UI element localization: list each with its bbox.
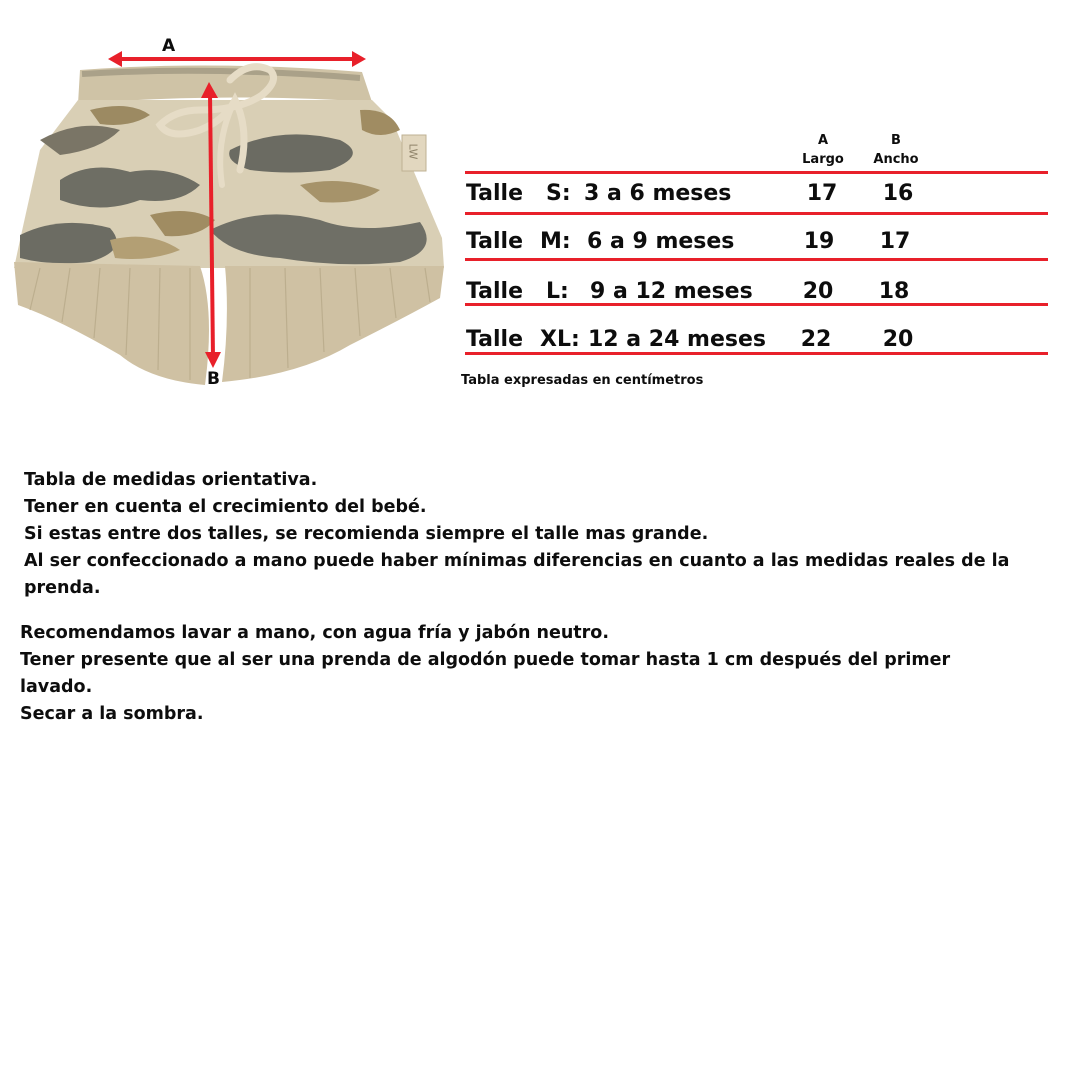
table-footnote: Tabla expresadas en centímetros [461, 373, 704, 388]
sizing-notes [24, 467, 1024, 602]
column-header-b [861, 131, 931, 169]
note-line: Al ser confeccionado a mano puede haber mínimas diferencias en cuanto a las medidas reales de la prenda. [24, 551, 1010, 598]
talle-word: Talle [466, 279, 524, 304]
size-code: S: [546, 181, 571, 206]
note-line: Tener en cuenta el crecimiento del bebé. [24, 497, 427, 517]
care-line: Recomendamos lavar a mano, con agua fría y jabón neutro. [20, 623, 609, 643]
dimension-label-a: A [162, 36, 176, 56]
ancho-value: 18 [878, 279, 910, 304]
largo-value: 17 [806, 181, 838, 206]
dimension-label-b: B [207, 369, 220, 389]
largo-value: 22 [800, 327, 832, 352]
age-range: 6 a 9 meses [587, 229, 735, 254]
table-rule [465, 212, 1048, 215]
size-code: M: [540, 229, 571, 254]
care-line: Tener presente que al ser una prenda de algodón puede tomar hasta 1 cm después del primer lavado. [20, 650, 951, 697]
size-table [0, 0, 1080, 400]
largo-value: 19 [803, 229, 835, 254]
note-line: Tabla de medidas orientativa. [24, 470, 318, 490]
largo-value: 20 [802, 279, 834, 304]
column-name: Ancho [873, 152, 919, 167]
age-range: 3 a 6 meses [584, 181, 732, 206]
talle-word: Talle [466, 229, 524, 254]
note-line: Si estas entre dos talles, se recomienda siempre el talle mas grande. [24, 524, 709, 544]
ancho-value: 17 [879, 229, 911, 254]
age-range: 9 a 12 meses [590, 279, 753, 304]
table-rule [465, 258, 1048, 261]
care-line: Secar a la sombra. [20, 704, 204, 724]
table-row [466, 179, 1046, 209]
table-row [466, 325, 1046, 355]
talle-word: Talle [466, 181, 524, 206]
column-name: Largo [802, 152, 844, 167]
column-letter: A [817, 133, 829, 148]
table-row [466, 277, 1046, 307]
size-code: XL: [540, 327, 580, 352]
ancho-value: 16 [882, 181, 914, 206]
ancho-value: 20 [882, 327, 914, 352]
garment-tag-text: LW [406, 143, 420, 160]
care-instructions [20, 620, 960, 728]
size-code: L: [546, 279, 569, 304]
age-range: 12 a 24 meses [588, 327, 767, 352]
column-letter: B [891, 133, 901, 148]
talle-word: Talle [466, 327, 524, 352]
table-rule [465, 171, 1048, 174]
table-row [466, 227, 1046, 257]
column-header-a [788, 131, 858, 169]
